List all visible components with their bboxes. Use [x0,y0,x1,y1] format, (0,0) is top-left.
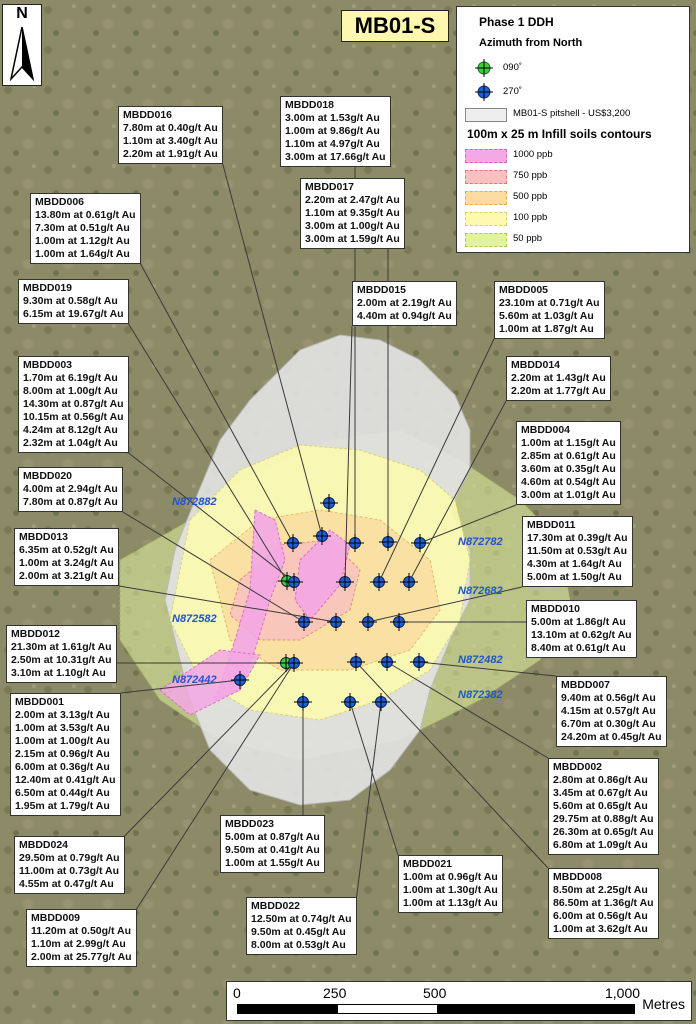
callout-intercept: 9.50m at 0.41g/t Au [225,844,320,856]
callout-intercept: 2.85m at 0.61g/t Au [521,450,616,462]
callout-hole-id: MBDD004 [521,424,571,436]
callout-mbdd001 [10,693,121,816]
callout-hole-id: MBDD012 [11,628,61,640]
callout-intercept: 1.00m at 1.15g/t Au [521,437,616,449]
callout-mbdd017 [300,178,405,249]
callout-intercept: 9.40m at 0.56g/t Au [561,692,656,704]
legend-title: Phase 1 DDH [479,15,554,29]
callout-intercept: 1.70m at 6.19g/t Au [23,372,118,384]
callout-intercept: 4.15m at 0.57g/t Au [561,705,656,717]
callout-intercept: 2.50m at 10.31g/t Au [11,654,112,666]
callout-mbdd014 [506,356,611,401]
callout-intercept: 14.30m at 0.87g/t Au [23,398,124,410]
callout-mbdd012 [6,625,117,683]
legend-contour-1000: 1000 ppb [513,149,553,160]
grid-label-n872682: N872682 [458,585,503,597]
callout-hole-id: MBDD002 [553,761,603,773]
callout-intercept: 9.50m at 0.45g/t Au [251,926,346,938]
callout-hole-id: MBDD003 [23,359,73,371]
callout-intercept: 11.20m at 0.50g/t Au [31,925,131,937]
callout-intercept: 1.00m at 3.62g/t Au [553,923,648,935]
legend-contour-500: 500 ppb [513,191,548,202]
callout-intercept: 1.00m at 1.13g/t Au [403,897,498,909]
callout-intercept: 1.00m at 1.12g/t Au [35,235,130,247]
callout-mbdd006 [30,193,141,264]
callout-mbdd003 [18,356,129,453]
north-label: N [16,5,28,22]
legend-swatch-50 [465,233,507,247]
callout-intercept: 3.45m at 0.67g/t Au [553,787,648,799]
scale-tick-1000: 1,000 [605,985,641,1001]
scale-bar [226,981,692,1021]
callout-hole-id: MBDD017 [305,181,355,193]
callout-intercept: 12.40m at 0.41g/t Au [15,774,116,786]
callout-intercept: 2.20m at 1.43g/t Au [511,372,606,384]
callout-intercept: 1.10m at 2.99g/t Au [31,938,126,950]
scale-unit: Metres [642,996,685,1012]
callout-hole-id: MBDD020 [23,470,73,482]
callout-intercept: 7.80m at 0.40g/t Au [123,122,218,134]
callout-mbdd019 [18,279,129,324]
callout-intercept: 2.00m at 2.19g/t Au [357,297,452,309]
callout-hole-id: MBDD007 [561,679,611,691]
legend-swatch-1000 [465,149,507,163]
callout-mbdd009 [26,909,137,967]
scale-segment-3 [437,1004,635,1014]
callout-hole-id: MBDD011 [527,519,576,531]
callout-intercept: 4.60m at 0.54g/t Au [521,476,616,488]
callout-intercept: 1.00m at 9.86g/t Au [285,125,380,137]
callout-intercept: 3.00m at 1.00g/t Au [305,220,400,232]
callout-intercept: 3.10m at 1.10g/t Au [11,667,106,679]
callout-intercept: 1.00m at 3.24g/t Au [19,557,114,569]
callout-intercept: 24.20m at 0.45g/t Au [561,731,662,743]
legend-azimuth-090: 090˚ [503,62,523,73]
callout-intercept: 29.75m at 0.88g/t Au [553,813,654,825]
legend [456,6,690,253]
azimuth-270-icon [475,83,495,103]
callout-intercept: 5.60m at 0.65g/t Au [553,800,648,812]
callout-intercept: 13.80m at 0.61g/t Au [35,209,136,221]
callout-intercept: 3.00m at 17.66g/t Au [285,151,386,163]
callout-intercept: 86.50m at 1.36g/t Au [553,897,654,909]
callout-intercept: 13.10m at 0.62g/t Au [531,629,632,641]
legend-subtitle: Azimuth from North [479,37,583,49]
callout-hole-id: MBDD014 [511,359,561,371]
callout-mbdd011 [522,516,633,587]
callout-mbdd023 [220,815,325,873]
legend-contour-100: 100 ppb [513,212,548,223]
callout-mbdd020 [18,467,123,512]
azimuth-090-icon [475,59,495,79]
callout-mbdd004 [516,421,621,505]
callout-intercept: 4.30m at 1.64g/t Au [527,558,622,570]
callout-intercept: 8.00m at 0.53g/t Au [251,939,346,951]
legend-pitshell-swatch [465,108,507,122]
callout-hole-id: MBDD016 [123,109,173,121]
callout-intercept: 1.10m at 9.35g/t Au [305,207,400,219]
callout-intercept: 2.20m at 2.47g/t Au [305,194,400,206]
scale-tick-0: 0 [233,985,241,1001]
callout-intercept: 1.10m at 4.97g/t Au [285,138,380,150]
callout-intercept: 6.35m at 0.52g/t Au [19,544,114,556]
callout-intercept: 1.00m at 1.64g/t Au [35,248,130,260]
callout-hole-id: MBDD008 [553,871,603,883]
callout-intercept: 7.80m at 0.87g/t Au [23,496,118,508]
callout-intercept: 1.10m at 3.40g/t Au [123,135,218,147]
callout-intercept: 6.50m at 0.44g/t Au [15,787,110,799]
callout-mbdd016 [118,106,223,164]
callout-intercept: 3.00m at 1.53g/t Au [285,112,380,124]
scale-segment-1 [237,1004,339,1014]
callout-intercept: 1.00m at 1.55g/t Au [225,857,320,869]
map-title: MB01-S [341,10,449,42]
callout-intercept: 2.00m at 25.77g/t Au [31,951,132,963]
callout-intercept: 2.80m at 0.86g/t Au [553,774,648,786]
callout-intercept: 5.00m at 1.86g/t Au [531,616,626,628]
callout-hole-id: MBDD001 [15,696,65,708]
grid-label-n872582: N872582 [172,613,217,625]
callout-intercept: 21.30m at 1.61g/t Au [11,641,112,653]
callout-intercept: 29.50m at 0.79g/t Au [19,852,120,864]
callout-intercept: 23.10m at 0.71g/t Au [499,297,600,309]
callout-intercept: 1.00m at 0.96g/t Au [403,871,498,883]
callout-mbdd018 [280,96,391,167]
callout-intercept: 3.00m at 1.01g/t Au [521,489,616,501]
grid-label-n872442: N872442 [172,674,217,686]
grid-label-n872782: N872782 [458,536,503,548]
callout-hole-id: MBDD018 [285,99,335,111]
callout-hole-id: MBDD019 [23,282,73,294]
callout-hole-id: MBDD015 [357,284,407,296]
callout-mbdd021 [398,855,503,913]
legend-azimuth-270: 270˚ [503,86,523,97]
callout-mbdd013 [14,528,119,586]
callout-intercept: 1.95m at 1.79g/t Au [15,800,110,812]
legend-contours-title: 100m x 25 m Infill soils contours [467,127,652,141]
grid-label-n872382: N872382 [458,689,503,701]
callout-intercept: 17.30m at 0.39g/t Au [527,532,628,544]
callout-intercept: 12.50m at 0.74g/t Au [251,913,352,925]
callout-hole-id: MBDD010 [531,603,581,615]
callout-intercept: 4.55m at 0.47g/t Au [19,878,114,890]
callout-hole-id: MBDD009 [31,912,81,924]
scale-segment-2 [337,1004,439,1014]
callout-mbdd005 [494,281,605,339]
scale-tick-500: 500 [423,985,447,1001]
legend-swatch-100 [465,212,507,226]
callout-intercept: 8.40m at 0.61g/t Au [531,642,626,654]
callout-intercept: 1.00m at 3.53g/t Au [15,722,110,734]
callout-hole-id: MBDD023 [225,818,275,830]
grid-label-n872882: N872882 [172,496,217,508]
callout-mbdd007 [556,676,667,747]
callout-intercept: 2.00m at 3.13g/t Au [15,709,110,721]
legend-swatch-500 [465,191,507,205]
callout-intercept: 2.15m at 0.96g/t Au [15,748,110,760]
callout-intercept: 1.00m at 1.30g/t Au [403,884,498,896]
callout-intercept: 2.20m at 1.77g/t Au [511,385,606,397]
legend-pitshell: MB01-S pitshell - US$3,200 [513,108,631,119]
callout-intercept: 6.70m at 0.30g/t Au [561,718,656,730]
callout-mbdd008 [548,868,659,939]
callout-mbdd015 [352,281,457,326]
north-arrow-icon [3,5,41,85]
callout-intercept: 8.00m at 1.00g/t Au [23,385,118,397]
north-arrow [2,4,42,86]
callout-mbdd022 [246,897,357,955]
callout-intercept: 6.80m at 1.09g/t Au [553,839,648,851]
callout-intercept: 5.60m at 1.03g/t Au [499,310,594,322]
callout-intercept: 4.24m at 8.12g/t Au [23,424,118,436]
callout-intercept: 3.00m at 1.59g/t Au [305,233,400,245]
callout-hole-id: MBDD021 [403,858,453,870]
callout-intercept: 1.00m at 1.87g/t Au [499,323,594,335]
callout-hole-id: MBDD013 [19,531,69,543]
callout-intercept: 9.30m at 0.58g/t Au [23,295,118,307]
scale-tick-250: 250 [323,985,347,1001]
legend-contour-750: 750 ppb [513,170,548,181]
callout-mbdd002 [548,758,659,855]
callout-intercept: 2.20m at 1.91g/t Au [123,148,218,160]
callout-intercept: 7.30m at 0.51g/t Au [35,222,130,234]
legend-contour-50: 50 ppb [513,233,543,244]
callout-intercept: 4.00m at 2.94g/t Au [23,483,118,495]
callout-mbdd024 [14,836,125,894]
legend-swatch-750 [465,170,507,184]
callout-intercept: 3.60m at 0.35g/t Au [521,463,616,475]
callout-intercept: 5.00m at 1.50g/t Au [527,571,622,583]
callout-hole-id: MBDD022 [251,900,301,912]
callout-intercept: 6.00m at 0.36g/t Au [15,761,110,773]
callout-intercept: 8.50m at 2.25g/t Au [553,884,648,896]
callout-intercept: 6.00m at 0.56g/t Au [553,910,648,922]
callout-intercept: 6.15m at 19.67g/t Au [23,308,124,320]
callout-hole-id: MBDD005 [499,284,549,296]
callout-hole-id: MBDD024 [19,839,69,851]
callout-intercept: 11.50m at 0.53g/t Au [527,545,627,557]
callout-intercept: 10.15m at 0.56g/t Au [23,411,124,423]
callout-intercept: 11.00m at 0.73g/t Au [19,865,119,877]
callout-mbdd010 [526,600,637,658]
grid-label-n872482: N872482 [458,654,503,666]
callout-intercept: 5.00m at 0.87g/t Au [225,831,320,843]
callout-hole-id: MBDD006 [35,196,85,208]
callout-intercept: 4.40m at 0.94g/t Au [357,310,452,322]
callout-intercept: 2.32m at 1.04g/t Au [23,437,118,449]
callout-intercept: 1.00m at 1.00g/t Au [15,735,110,747]
callout-intercept: 26.30m at 0.65g/t Au [553,826,654,838]
callout-intercept: 2.00m at 3.21g/t Au [19,570,114,582]
